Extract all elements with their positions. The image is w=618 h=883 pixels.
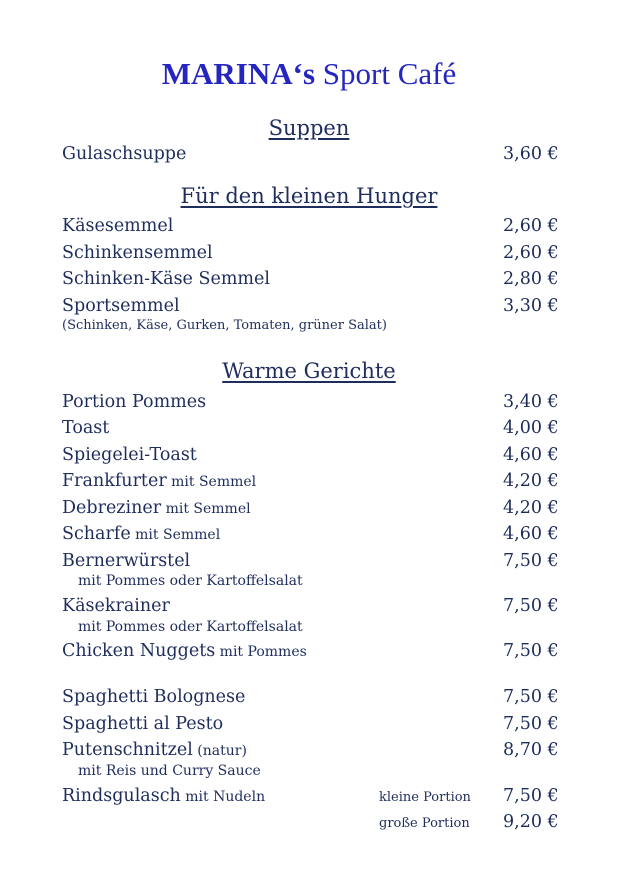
item-price: 7,50 € (503, 786, 559, 806)
item-price: 2,60 € (503, 216, 559, 236)
item-name: Käsesemmel (62, 216, 174, 236)
item-name: Spaghetti Bolognese (62, 687, 246, 707)
item-name-detail: mit Pommes (215, 644, 307, 660)
item-name-detail: mit Semmel (166, 474, 257, 490)
item-name: Schinkensemmel (62, 243, 213, 263)
item-name (62, 640, 307, 663)
item-price: 7,50 € (503, 687, 559, 707)
section-suppen: Suppen (268, 116, 350, 140)
item-price: 2,80 € (503, 269, 559, 289)
menu-item-spaghetti-pesto (0, 713, 618, 735)
item-name-detail: mit Nudeln (180, 789, 266, 805)
portion-large-label: große Portion (379, 816, 470, 831)
menu-item-schinkensemmel (0, 242, 618, 264)
menu-item-putenschnitzel (0, 739, 618, 761)
menu-item-portion-pommes (0, 391, 618, 413)
item-price: 4,20 € (503, 471, 559, 491)
item-name (62, 785, 265, 808)
menu-item-debreziner (0, 497, 618, 519)
menu-item-kaesekrainer (0, 595, 618, 617)
section-warme-gerichte: Warme Gerichte (222, 359, 396, 383)
section-kleiner-hunger: Für den kleinen Hunger (180, 184, 438, 208)
portion-small-label: kleine Portion (379, 790, 471, 805)
item-name-main: Chicken Nuggets (62, 641, 216, 661)
item-name: Gulaschsuppe (62, 144, 187, 164)
title-bold: MARINA‘s (161, 56, 316, 91)
menu-item-rindsgulasch (0, 785, 618, 807)
menu-item-bernerwuerstel (0, 550, 618, 572)
item-price: 7,50 € (503, 641, 559, 661)
menu-item-gulaschsuppe (0, 143, 618, 165)
item-price: 9,20 € (503, 812, 559, 832)
page-title (0, 56, 618, 92)
menu-item-schinken-kaese-semmel (0, 268, 618, 290)
item-name-main: Rindsgulasch (62, 786, 181, 806)
item-name: Spaghetti al Pesto (62, 714, 224, 734)
item-price: 7,50 € (503, 596, 559, 616)
item-price: 4,60 € (503, 524, 559, 544)
item-name: Käsekrainer (62, 596, 170, 616)
title-rest: Sport Café (315, 56, 457, 91)
item-name: Toast (62, 418, 110, 438)
item-name (62, 523, 220, 546)
menu-item-spaghetti-bolognese (0, 686, 618, 708)
item-price: 4,60 € (503, 445, 559, 465)
menu-item-frankfurter (0, 470, 618, 492)
menu-item-toast (0, 417, 618, 439)
item-note: (Schinken, Käse, Gurken, Tomaten, grüner Salat) (62, 318, 387, 333)
item-price: 2,60 € (503, 243, 559, 263)
item-name (62, 497, 251, 520)
item-name (62, 739, 247, 762)
item-note: mit Pommes oder Kartoffelsalat (78, 573, 303, 589)
item-name (62, 470, 256, 493)
item-name-main: Debreziner (62, 498, 162, 518)
item-name-detail: mit Semmel (130, 527, 221, 543)
menu-item-chicken-nuggets (0, 640, 618, 662)
item-name-main: Scharfe (62, 524, 131, 544)
item-name: Portion Pommes (62, 392, 207, 412)
item-name: Schinken-Käse Semmel (62, 269, 270, 289)
item-name-main: Frankfurter (62, 471, 167, 491)
menu-item-sportsemmel (0, 295, 618, 317)
item-name-detail: mit Semmel (161, 501, 251, 517)
menu-item-rindsgulasch-large (0, 811, 618, 833)
menu-item-kaesesemmel (0, 215, 618, 237)
item-name: Bernerwürstel (62, 551, 191, 571)
item-price: 3,30 € (503, 296, 559, 316)
item-price: 3,40 € (503, 392, 559, 412)
item-name: Spiegelei-Toast (62, 445, 197, 465)
item-price: 4,20 € (503, 498, 559, 518)
menu-item-spiegelei-toast (0, 444, 618, 466)
item-name-main: Putenschnitzel (62, 740, 193, 760)
item-price: 4,00 € (503, 418, 559, 438)
item-note: mit Reis und Curry Sauce (78, 763, 261, 779)
item-price: 7,50 € (503, 714, 559, 734)
item-note: mit Pommes oder Kartoffelsalat (78, 619, 303, 635)
menu-item-scharfe (0, 523, 618, 545)
item-price: 8,70 € (503, 740, 559, 760)
item-price: 7,50 € (503, 551, 559, 571)
item-name-detail: (natur) (192, 743, 247, 759)
item-name: Sportsemmel (62, 296, 180, 316)
item-price: 3,60 € (503, 144, 559, 164)
